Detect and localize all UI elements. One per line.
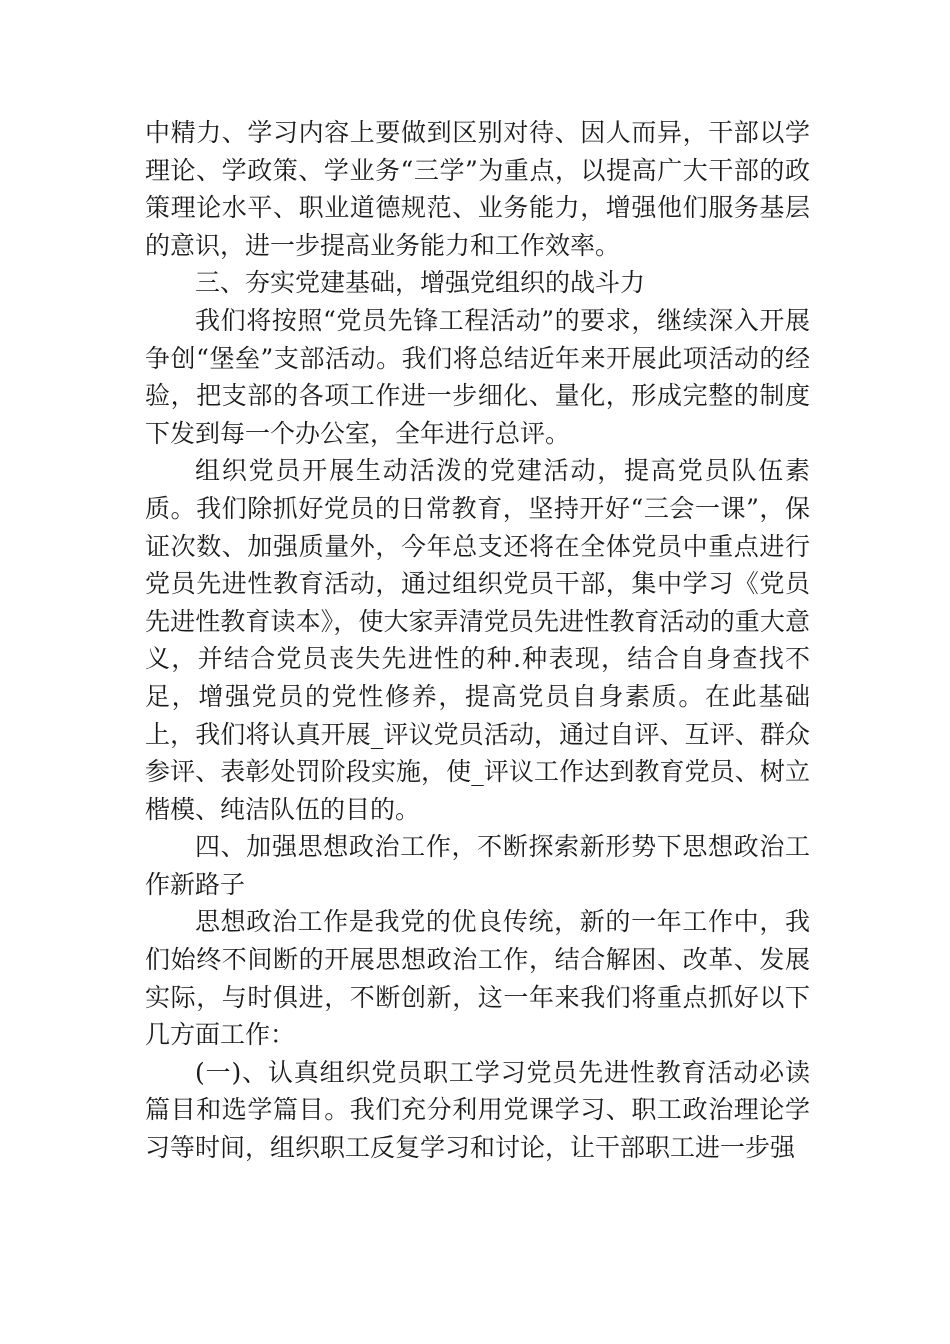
paragraph-3: 组织党员开展生动活泼的党建活动，提高党员队伍素质。我们除抓好党员的日常教育，坚持开好“三会一课”，保证次数、加强质量外，今年总支还将在全体党员中重点进行党员先进性教育活动，通过组织党员干部，集中学习《党员先进性教育读本》，使大家弄清党员先进性教育活动的重大意义，并结合党员丧失先进性的种.种表现，结合自身查找不足，增强党员的党性修养，提高党员自身素质。在此基础上，我们将认真开展_评议党员活动，通过自评、互评、群众参评、表彰处罚阶段实施，使_评议工作达到教育党员、树立楷模、纯洁队伍的目的。 [145, 456, 810, 824]
paragraph-2: 我们将按照“党员先锋工程活动”的要求，继续深入开展争创“堡垒”支部活动。我们将总结近年来开展此项活动的经验，把支部的各项工作进一步细化、量化，形成完整的制度下发到每一个办公室，全年进行总评。 [145, 305, 810, 448]
section-heading-3: 三、夯实党建基础，增强党组织的战斗力 [195, 268, 646, 298]
paragraph-5: (一)、认真组织党员职工学习党员先进性教育活动必读篇目和选学篇目。我们充分利用党课学习、职工政治理论学习等时间，组织职工反复学习和讨论，让干部职工进一步强 [145, 1057, 810, 1163]
paragraph-1: 中精力、学习内容上要做到区别对待、因人而异，干部以学理论、学政策、学业务“三学”为重点，以提高广大干部的政策理论水平、职业道德规范、业务能力，增强他们服务基层的意识，进一步提高业务能力和工作效率。 [145, 118, 810, 260]
section-heading-4: 四、加强思想政治工作，不断探索新形势下思想政治工作新路子 [145, 832, 810, 899]
paragraph-4: 思想政治工作是我党的优良传统，新的一年工作中，我们始终不间断的开展思想政治工作，结合解困、改革、发展实际，与时俱进，不断创新，这一年来我们将重点抓好以下几方面工作： [145, 907, 810, 1050]
document-body [145, 114, 810, 1167]
